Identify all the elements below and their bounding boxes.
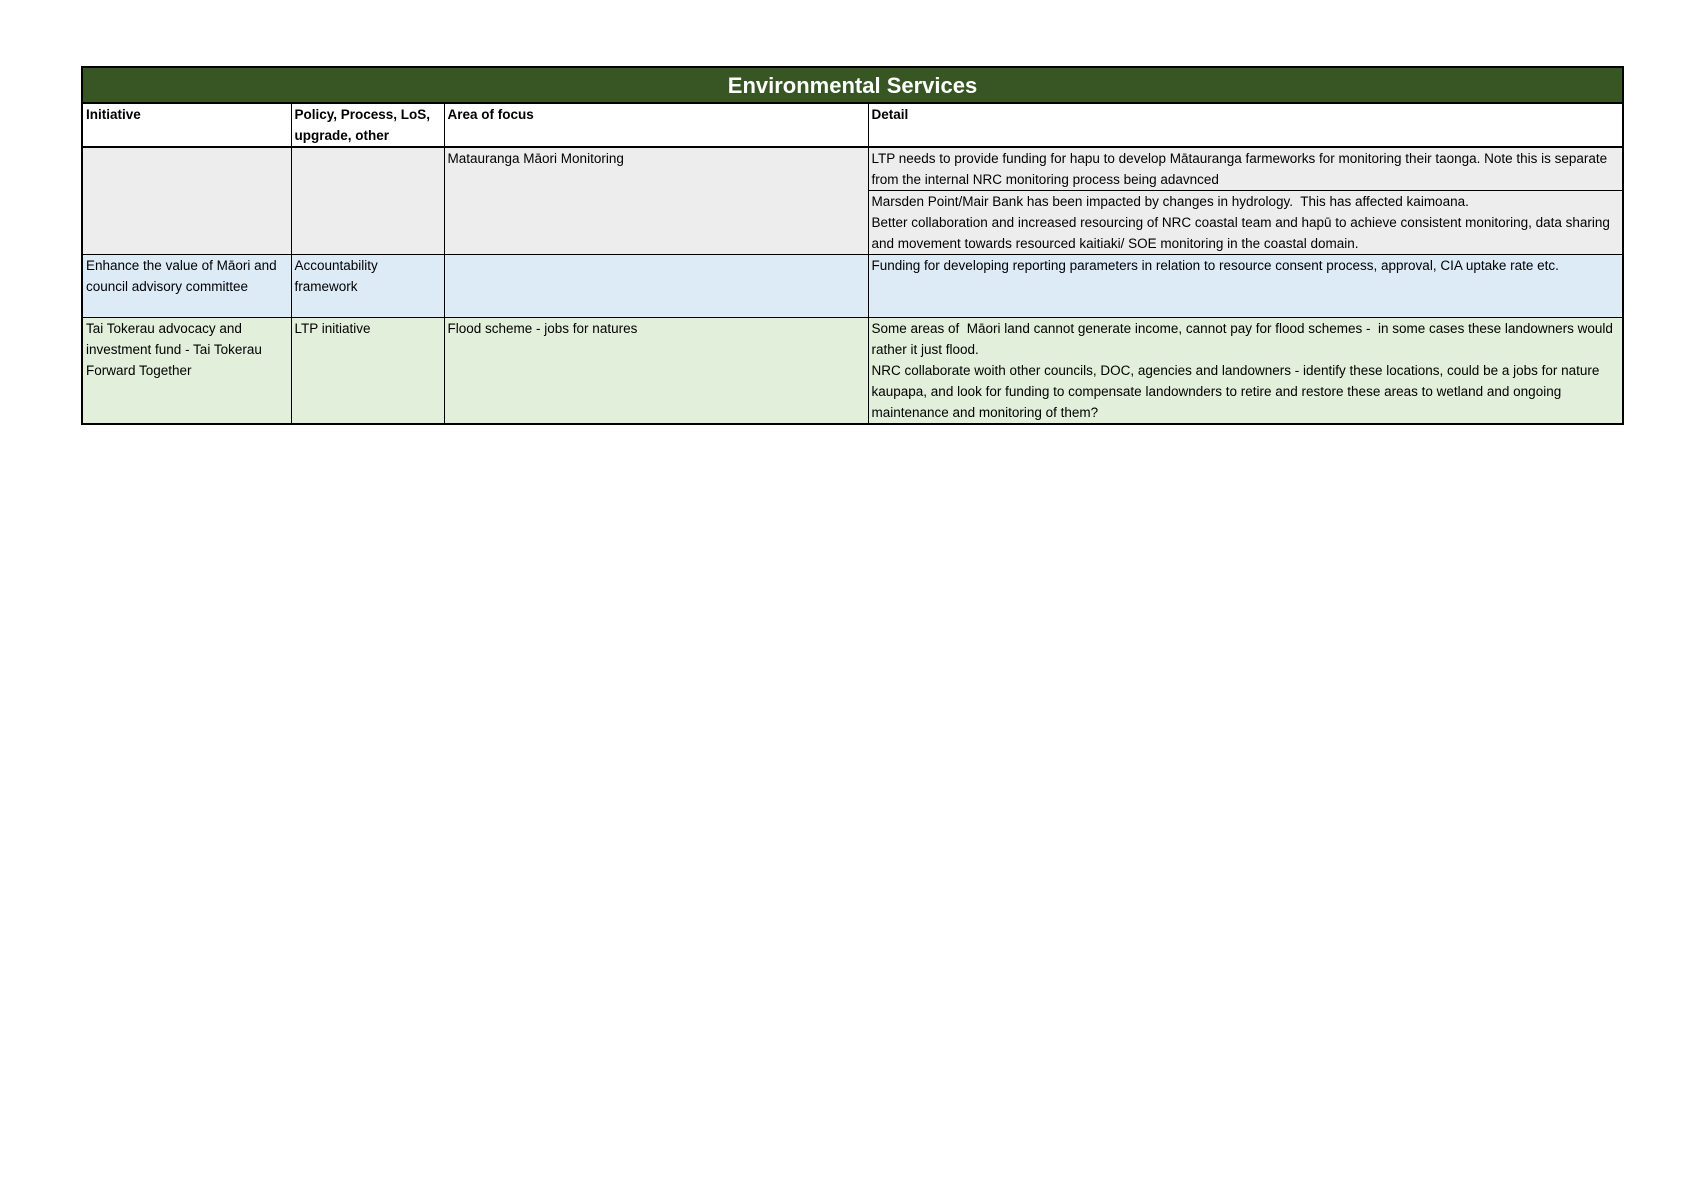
cell-detail: LTP needs to provide funding for hapu to develop Mātauranga farmeworks for monitoring their taonga. Note this is separate from the internal NRC monitoring process being adavnced <box>868 147 1623 191</box>
cell-policy: Accountability framework <box>291 255 444 318</box>
header-row <box>82 103 1623 147</box>
cell-detail: Marsden Point/Mair Bank has been impacted by changes in hydrology. This has affected kaimoana. Better collaboration and increased resourcing of NRC coastal team and hapū to achieve consistent monitoring, data sharing and movement towards resourced kaitiaki/ SOE monitoring in the coastal domain. <box>868 191 1623 255</box>
environmental-services-table <box>81 66 1624 425</box>
cell-initiative: Tai Tokerau advocacy and investment fund - Tai Tokerau Forward Together <box>82 318 291 425</box>
table-row <box>82 255 1623 318</box>
cell-policy: LTP initiative <box>291 318 444 425</box>
header-area-of-focus: Area of focus <box>444 103 868 147</box>
cell-area-of-focus <box>444 255 868 318</box>
table-row <box>82 147 1623 191</box>
header-initiative: Initiative <box>82 103 291 147</box>
table-title: Environmental Services <box>82 67 1623 103</box>
header-policy: Policy, Process, LoS, upgrade, other <box>291 103 444 147</box>
cell-policy <box>291 147 444 255</box>
cell-detail: Funding for developing reporting parameters in relation to resource consent process, approval, CIA uptake rate etc. <box>868 255 1623 318</box>
cell-initiative <box>82 147 291 255</box>
title-row <box>82 67 1623 103</box>
header-detail: Detail <box>868 103 1623 147</box>
environmental-services-sheet <box>81 66 1622 425</box>
cell-initiative: Enhance the value of Māori and council advisory committee <box>82 255 291 318</box>
cell-area-of-focus: Matauranga Māori Monitoring <box>444 147 868 255</box>
table-row <box>82 318 1623 425</box>
cell-detail: Some areas of Māori land cannot generate income, cannot pay for flood schemes - in some cases these landowners would rather it just flood. NRC collaborate woith other councils, DOC, agencies and landowners - identify these locations, could be a jobs for nature kaupapa, and look for funding to compensate landownders to retire and restore these areas to wetland and ongoing maintenance and monitoring of them? <box>868 318 1623 425</box>
cell-area-of-focus: Flood scheme - jobs for natures <box>444 318 868 425</box>
